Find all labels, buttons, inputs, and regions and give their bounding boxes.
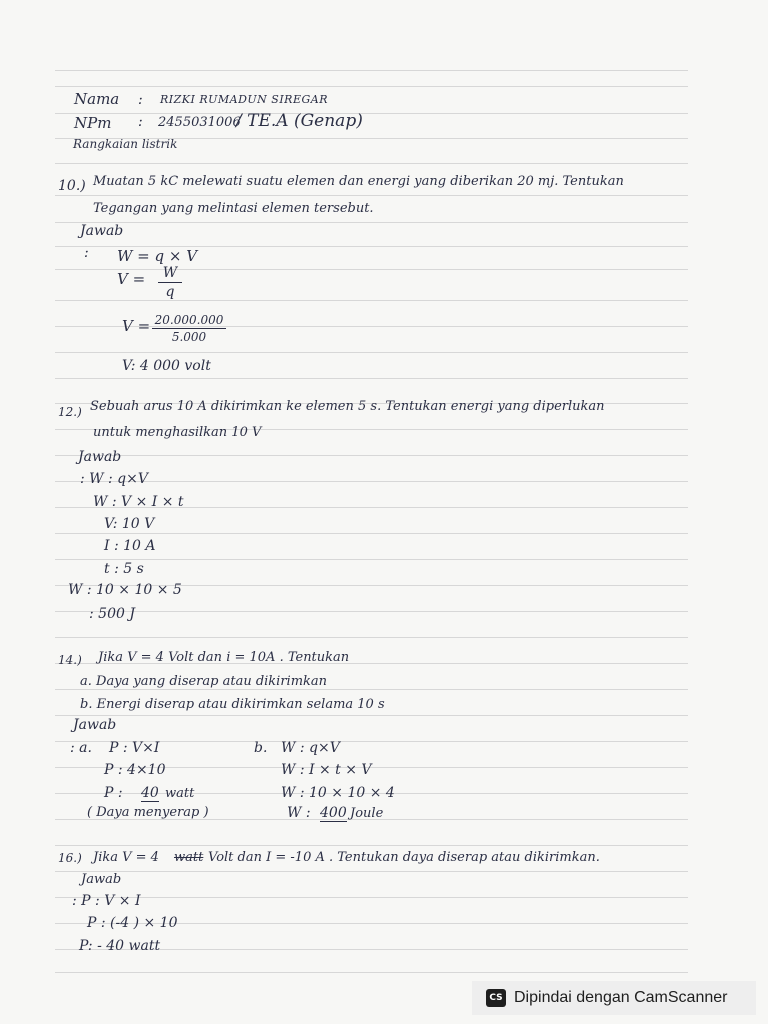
question-14-b-eq4-lhs: W : bbox=[287, 805, 311, 821]
question-10-eq3-denominator: 5.000 bbox=[171, 330, 207, 344]
question-14-b-eq2: W : I × t × V bbox=[281, 762, 372, 778]
question-14-a-eq3-lhs: P : bbox=[104, 785, 123, 801]
question-10-eq3-numerator: 20.000.000 bbox=[154, 313, 224, 327]
question-16-eq1: : P : V × I bbox=[72, 893, 141, 909]
question-14-b-eq4-value: 400 bbox=[320, 805, 347, 821]
camscanner-logo-icon: CS bbox=[486, 989, 506, 1007]
question-16-text-start: Jika V = 4 bbox=[93, 850, 159, 865]
question-12-eq6: W : 10 × 10 × 5 bbox=[68, 582, 182, 598]
question-10-answer: V: 4 000 volt bbox=[122, 358, 211, 374]
question-14-item-b: b. Energi diserap atau dikirimkan selama 10 s bbox=[80, 697, 385, 712]
question-16-strikethrough: watt bbox=[174, 850, 204, 865]
question-12-text-line1: Sebuah arus 10 A dikirimkan ke elemen 5 s. Tentukan energi yang diperlukan bbox=[90, 399, 605, 414]
question-14-number: 14.) bbox=[58, 653, 82, 667]
question-10-jawab: Jawab bbox=[80, 223, 124, 239]
question-12-jawab: Jawab bbox=[78, 449, 122, 465]
question-12-eq4: I : 10 A bbox=[104, 538, 156, 554]
question-10-colon: : bbox=[84, 245, 89, 261]
question-12-eq5: t : 5 s bbox=[104, 561, 144, 577]
question-10-eq3-lhs: V = bbox=[122, 317, 151, 335]
topic-label: Rangkaian listrik bbox=[73, 137, 178, 151]
nama-label: Nama bbox=[74, 90, 120, 108]
question-10-eq2-fraction bbox=[158, 265, 182, 300]
question-14-a-note: ( Daya menyerap ) bbox=[87, 805, 209, 820]
question-12-text-line2: untuk menghasilkan 10 V bbox=[93, 425, 262, 440]
question-10-eq1: W = q × V bbox=[117, 247, 198, 265]
question-14-a-eq1: P : V×I bbox=[109, 740, 160, 756]
question-16-text-end: Volt dan I = -10 A . Tentukan daya diserap atau dikirimkan. bbox=[208, 850, 600, 865]
question-14-a-label: : a. bbox=[70, 740, 92, 756]
question-14-b-label: b. bbox=[254, 740, 268, 756]
question-12-eq2: W : V × I × t bbox=[93, 494, 184, 510]
question-12-answer: : 500 J bbox=[89, 606, 135, 622]
question-14-a-eq3-unit: watt bbox=[165, 786, 195, 801]
npm-label: NPm bbox=[74, 114, 112, 132]
question-14-b-eq3: W : 10 × 10 × 4 bbox=[281, 785, 395, 801]
question-12-number: 12.) bbox=[58, 405, 82, 419]
nama-separator: : bbox=[138, 92, 143, 108]
question-10-number: 10.) bbox=[58, 178, 86, 194]
question-10-eq2-lhs: V = bbox=[117, 270, 146, 288]
question-16-eq2: P : (-4 ) × 10 bbox=[87, 915, 178, 931]
student-name: RIZKI RUMADUN SIREGAR bbox=[160, 93, 329, 106]
question-16-jawab: Jawab bbox=[81, 872, 122, 887]
question-14-a-eq2: P : 4×10 bbox=[104, 762, 166, 778]
question-10-eq2-numerator: W bbox=[162, 265, 178, 281]
npm-value: 2455031006 bbox=[158, 115, 241, 130]
camscanner-watermark bbox=[472, 981, 756, 1015]
question-16-answer: P: - 40 watt bbox=[79, 938, 161, 954]
camscanner-text: Dipindai dengan CamScanner bbox=[514, 989, 728, 1006]
class-value: / TE.A (Genap) bbox=[236, 111, 363, 131]
question-16-number: 16.) bbox=[58, 851, 82, 865]
question-14-text-line1: Jika V = 4 Volt dan i = 10A . Tentukan bbox=[98, 650, 350, 665]
question-14-b-eq1: W : q×V bbox=[281, 740, 340, 756]
question-14-jawab: Jawab bbox=[73, 717, 117, 733]
question-14-a-eq3-value: 40 bbox=[141, 785, 159, 801]
question-10-text-line2: Tegangan yang melintasi elemen tersebut. bbox=[93, 201, 374, 216]
question-14-b-eq4-unit: Joule bbox=[350, 806, 384, 821]
question-12-eq1: : W : q×V bbox=[80, 471, 148, 487]
question-14-item-a: a. Daya yang diserap atau dikirimkan bbox=[80, 674, 328, 689]
npm-separator: : bbox=[138, 114, 143, 130]
question-12-eq3: V: 10 V bbox=[104, 516, 155, 532]
question-10-eq2-denominator: q bbox=[165, 284, 175, 300]
question-10-text-line1: Muatan 5 kC melewati suatu elemen dan energi yang diberikan 20 mj. Tentukan bbox=[93, 174, 624, 189]
question-10-eq3-fraction bbox=[152, 313, 226, 344]
